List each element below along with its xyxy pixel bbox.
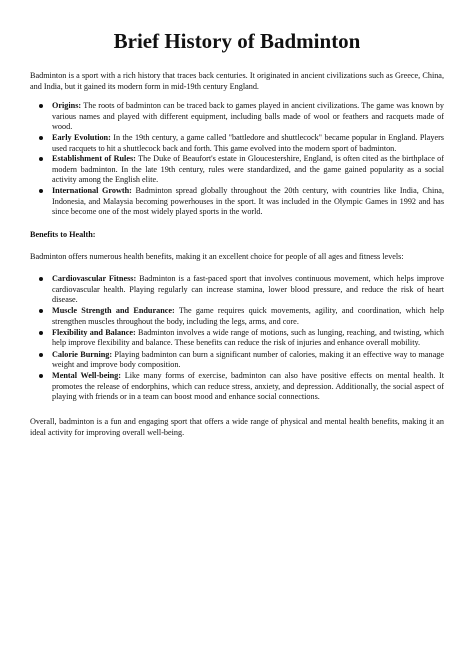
page-title: Brief History of Badminton <box>113 29 361 53</box>
list-item-text: Playing badminton can burn a significant number of calories, making it an effective way to manage weight and improve body composition. <box>52 349 444 370</box>
list-item <box>52 154 444 186</box>
list-item-label: Establishment of Rules: <box>52 154 136 164</box>
bullet-icon <box>39 374 43 378</box>
list-item <box>52 371 444 403</box>
list-item-label: Mental Well-being: <box>52 371 122 381</box>
list-item <box>52 133 444 154</box>
list-item-label: Cardiovascular Fitness: <box>52 273 137 283</box>
bullet-icon <box>39 331 43 335</box>
benefits-intro-paragraph: Badminton offers numerous health benefits, making it an excellent choice for people of all ages and fitness levels: <box>30 252 404 262</box>
list-item <box>52 274 444 306</box>
list-item-label: Early Evolution: <box>52 132 111 142</box>
list-item <box>52 350 444 371</box>
bullet-icon <box>39 277 43 281</box>
list-item-text: The Duke of Beaufort's estate in Gloucestershire, England, is often cited as the birthplace of modern badminton. In the late 19th century, rules were standardized, and the game gained popularity as a social activity among the English elite. <box>52 154 444 185</box>
list-item-label: International Growth: <box>52 185 132 195</box>
list-item-text: Badminton spread globally throughout the 20th century, with countries like India, China, Indonesia, and Malaysia becoming powerhouses in the sport. It was included in the Olympic Games in 1992 and has since become one of the most widely played sports in the world. <box>52 185 444 217</box>
bullet-icon <box>39 353 43 357</box>
list-item <box>52 306 444 327</box>
list-item-label: Calorie Burning: <box>52 349 113 359</box>
bullet-icon <box>39 189 43 193</box>
list-item <box>52 328 444 349</box>
bullet-icon <box>39 157 43 161</box>
bullet-icon <box>39 104 43 108</box>
list-item <box>52 186 444 218</box>
bullet-icon <box>39 309 43 313</box>
list-item-text: The roots of badminton can be traced back to games played in ancient civilizations. The game was known by various names and played with different equipment, including balls made of wool or feathers and racquets made of wood. <box>52 101 444 132</box>
benefits-heading: Benefits to Health: <box>30 229 96 239</box>
list-item-text: Like many forms of exercise, badminton can also have positive effects on mental health. It promotes the release of endorphins, which can reduce stress, anxiety, and depression. Additionally, the social aspect of playing with friends or in a team can boost mood and enhance social connections. <box>52 371 445 402</box>
intro-paragraph: Badminton is a sport with a rich history that traces back centuries. It originated in ancient civilizations such as Greece, China, and India, but it gained its modern form in mid-19th century England. <box>30 71 444 91</box>
list-item-text: The game requires quick movements, agility, and coordination, which help strengthen muscles throughout the body, including the legs, arms, and core. <box>52 306 444 326</box>
benefits-list <box>30 274 444 403</box>
history-list <box>30 101 444 218</box>
list-item-label: Flexibility and Balance: <box>52 327 136 337</box>
list-item-label: Muscle Strength and Endurance: <box>52 306 175 316</box>
list-item-text: Badminton involves a wide range of motions, such as lunging, reaching, and twisting, which help improve flexibility and balance. These benefits can reduce the risk of injuries and enhance overall mobility. <box>52 327 445 348</box>
list-item-label: Origins: <box>52 101 82 111</box>
list-item <box>52 101 444 133</box>
list-item-text: In the 19th century, a game called "battledore and shuttlecock" became popular in England. Players used racquets to hit a shuttlecock back and forth. This game evolved into the modern sport of badminton. <box>52 132 444 153</box>
list-item-text: Badminton is a fast-paced sport that involves continuous movement, which helps improve cardiovascular health. Playing regularly can increase stamina, lower blood pressure, and reduce the risk of heart disease. <box>52 273 444 305</box>
conclusion-paragraph: Overall, badminton is a fun and engaging sport that offers a wide range of physical and mental health benefits, making it an ideal activity for improving overall well-being. <box>30 417 444 437</box>
bullet-icon <box>39 136 43 140</box>
